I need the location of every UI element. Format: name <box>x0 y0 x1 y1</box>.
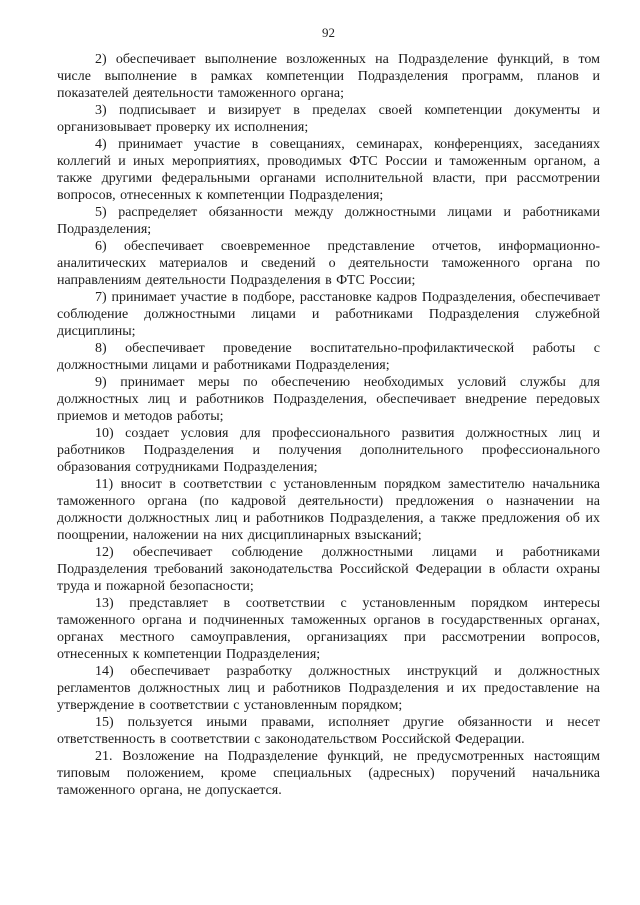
paragraph: 8) обеспечивает проведение воспитательно-профилактической работы с должностными лицами и работниками Подразделения; <box>57 341 600 373</box>
paragraph: 6) обеспечивает своевременное представление отчетов, информационно-аналитических материалов и сведений о деятельности таможенного органа по направлениям деятельности Подразделения в ФТС России; <box>57 239 600 288</box>
paragraph: 21. Возложение на Подразделение функций, не предусмотренных настоящим типовым положением, кроме специальных (адресных) поручений начальника таможенного органа, не допускается. <box>57 749 600 798</box>
paragraph: 12) обеспечивает соблюдение должностными лицами и работниками Подразделения требований законодательства Российской Федерации в области охраны труда и пожарной безопасности; <box>57 545 600 594</box>
paragraph: 15) пользуется иными правами, исполняет другие обязанности и несет ответственность в соответствии с законодательством Российской Федерации. <box>57 715 600 747</box>
paragraph: 9) принимает меры по обеспечению необходимых условий службы для должностных лиц и работников Подразделения, обеспечивает внедрение передовых приемов и методов работы; <box>57 375 600 424</box>
paragraph: 5) распределяет обязанности между должностными лицами и работниками Подразделения; <box>57 205 600 237</box>
paragraph: 3) подписывает и визирует в пределах своей компетенции документы и организовывает проверку их исполнения; <box>57 103 600 135</box>
page-number: 92 <box>322 25 335 40</box>
paragraph: 10) создает условия для профессионального развития должностных лиц и работников Подразделения и получения дополнительного профессионального образования сотрудниками Подразделения; <box>57 426 600 475</box>
paragraph: 14) обеспечивает разработку должностных инструкций и должностных регламентов должностных лиц и работников Подразделения и их предоставление на утверждение в соответствии с установленным порядком; <box>57 664 600 713</box>
paragraph: 4) принимает участие в совещаниях, семинарах, конференциях, заседаниях коллегий и иных мероприятиях, проводимых ФТС России и таможенным органом, а также другими федеральными органами исполнительной власти, при рассмотрении вопросов, отнесенных к компетенции Подразделения; <box>57 137 600 203</box>
document-body <box>57 51 600 799</box>
paragraph: 7) принимает участие в подборе, расстановке кадров Подразделения, обеспечивает соблюдение должностными лицами и работниками Подразделения служебной дисциплины; <box>57 290 600 339</box>
paragraph: 11) вносит в соответствии с установленным порядком заместителю начальника таможенного органа (по кадровой деятельности) предложения о назначении на должности должностных лиц и работников Подразделения, а также предложения об их поощрении, наложении на них дисциплинарных взысканий; <box>57 477 600 543</box>
paragraph: 2) обеспечивает выполнение возложенных на Подразделение функций, в том числе выполнение в рамках компетенции Подразделения программ, планов и показателей деятельности таможенного органа; <box>57 52 600 101</box>
paragraph: 13) представляет в соответствии с установленным порядком интересы таможенного органа и подчиненных таможенных органов в государственных органах, органах местного самоуправления, организациях при рассмотрении вопросов, отнесенных к компетенции Подразделения; <box>57 596 600 662</box>
